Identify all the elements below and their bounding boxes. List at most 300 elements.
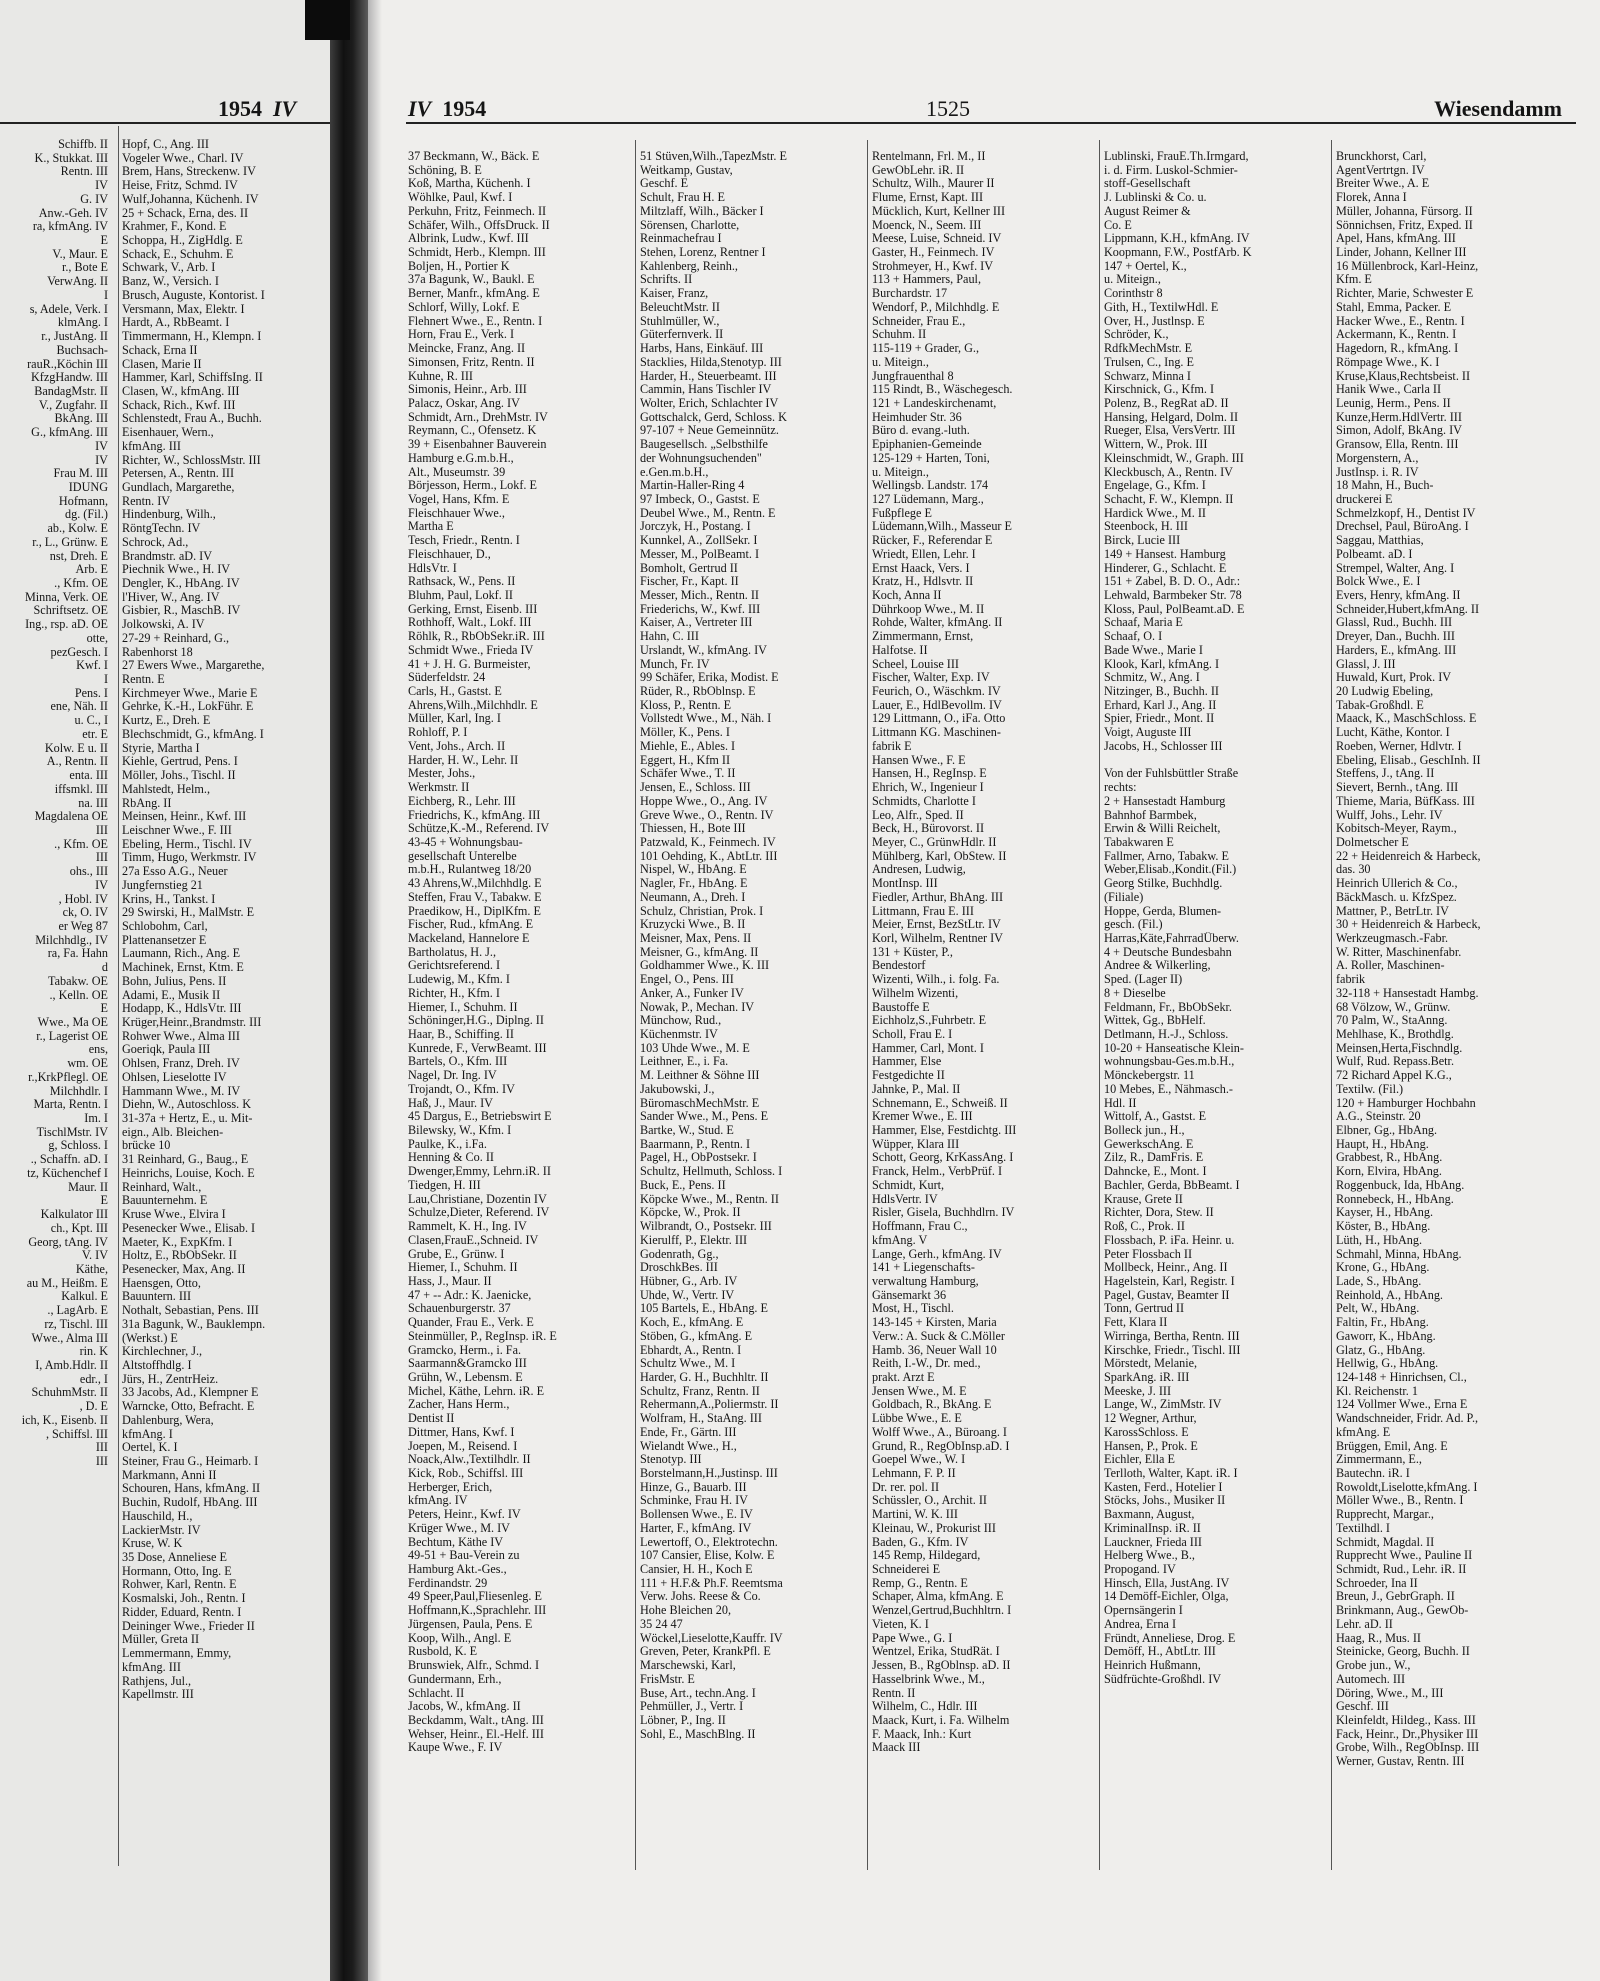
directory-entry: Mörstedt, Melanie,	[1104, 1357, 1198, 1371]
directory-entry: IDUNG	[68, 479, 108, 494]
directory-entry: Krause, Grete II	[1104, 1192, 1183, 1206]
directory-entry: wohnungsbau-Ges.m.b.H.,	[1104, 1055, 1235, 1069]
directory-entry: Zimmermann, E.,	[1336, 1453, 1422, 1467]
directory-entry: Scheel, Louise III	[872, 657, 959, 671]
directory-entry: Rabenhorst 18	[122, 644, 193, 659]
directory-entry: GewerkschAng. E	[1104, 1137, 1194, 1151]
directory-entry: Stöben, G., kfmAng. E	[640, 1329, 753, 1343]
directory-entry: der Wohnungsuchenden"	[640, 451, 762, 465]
directory-entry: Carls, H., Gastst. E	[408, 685, 502, 699]
directory-entry: rz, Tischl. III	[44, 1316, 108, 1331]
directory-entry: Anw.-Geh. IV	[38, 205, 108, 220]
directory-entry: Reith, I.-W., Dr. med.,	[872, 1357, 981, 1371]
directory-entry: Breiter Wwe., A. E	[1336, 177, 1430, 191]
directory-entry: Schmidt, Magdal. II	[1336, 1535, 1435, 1549]
directory-entry: Dührkoop Wwe., M. II	[872, 602, 985, 616]
directory-entry: Hellwig, G., HbAng.	[1336, 1357, 1439, 1371]
directory-entry: 2 + Hansestadt Hamburg	[1104, 794, 1226, 808]
directory-entry: 10 Mebes, E., Nähmasch.-	[1104, 1082, 1233, 1096]
directory-entry: Schoppa, H., ZigHdlg. E	[122, 233, 243, 248]
directory-entry: Cansier, H. H., Koch E	[640, 1563, 753, 1577]
directory-entry: er Weg 87	[58, 918, 108, 933]
directory-entry: Harter, F., kfmAng. IV	[640, 1521, 752, 1535]
directory-entry: Feldmann, Fr., BbObSekr.	[1104, 1000, 1232, 1014]
directory-column-2	[640, 150, 864, 1741]
directory-entry: Kuhne, R. III	[408, 369, 473, 383]
directory-entry: Eichberg, R., Lehr. III	[408, 794, 516, 808]
directory-entry: 16 Müllenbrock, Karl-Heinz,	[1336, 259, 1479, 273]
column-divider	[1099, 140, 1100, 1870]
directory-entry: Glassl, J. III	[1336, 657, 1396, 671]
directory-entry: III	[95, 822, 108, 837]
directory-entry: kfmAng. III	[122, 438, 181, 453]
directory-entry: Kunrede, F., VerwBeamt. III	[408, 1041, 547, 1055]
directory-entry: Strempel, Walter, Ang. I	[1336, 561, 1455, 575]
directory-entry: Mönckebergstr. 11	[1104, 1069, 1195, 1083]
directory-entry: Timm, Hugo, Werkmstr. IV	[122, 850, 257, 865]
directory-entry: Bilewsky, W., Kfm. I	[408, 1124, 512, 1138]
directory-entry: 143-145 + Kirsten, Maria	[872, 1316, 997, 1330]
directory-entry: Ackermann, K., Rentn. I	[1336, 328, 1457, 342]
directory-entry: ., Kfm. OE	[54, 576, 108, 590]
directory-entry: IV	[95, 178, 108, 193]
directory-entry: Ebeling, Herm., Tischl. IV	[122, 836, 252, 851]
directory-entry: Lauckner, Frieda III	[1104, 1535, 1202, 1549]
directory-entry: Wittek, Gg., BbHelf.	[1104, 1014, 1206, 1028]
directory-entry: Andree & Wilkerling,	[1104, 959, 1211, 973]
directory-entry: Nitzinger, B., Buchh. II	[1104, 685, 1219, 699]
directory-entry: Lippmann, K.H., kfmAng. IV	[1104, 232, 1250, 246]
directory-entry: Stacklies, Hilda,Stenotyp. III	[640, 355, 782, 369]
directory-entry: Schultz, Franz, Rentn. II	[640, 1384, 760, 1398]
directory-entry: Altstoffhdlg. I	[122, 1357, 192, 1372]
directory-entry: ich, K., Eisenb. II	[21, 1412, 108, 1427]
directory-entry: Bautechn. iR. I	[1336, 1467, 1410, 1480]
directory-entry: Richter, H., Kfm. I	[408, 986, 500, 1000]
directory-entry: Harras,Käte,FahrradÜberw.	[1104, 931, 1239, 945]
directory-entry: 27 Ewers Wwe., Margarethe,	[122, 658, 265, 673]
directory-entry: Franck, Helm., VerbPrüf. I	[872, 1165, 1003, 1179]
directory-entry: Lange, Gerh., kfmAng. IV	[872, 1247, 1002, 1261]
directory-entry: Pesenecker, Max, Ang. II	[122, 1261, 246, 1276]
directory-entry: Verw.: A. Suck & C.Möller	[872, 1329, 1005, 1343]
directory-entry: Magdalena OE	[34, 809, 108, 824]
directory-entry: brücke 10	[122, 1138, 171, 1153]
directory-entry: Meyer, C., GrünwHdlr. II	[872, 835, 997, 849]
directory-entry: Bahnhof Barmbek,	[1104, 808, 1197, 822]
directory-entry: 31a Bagunk, W., Bauklempn.	[122, 1316, 266, 1331]
directory-entry: Lucht, Käthe, Kontor. I	[1336, 726, 1450, 740]
directory-entry: Strohmeyer, H., Kwf. IV	[872, 259, 994, 273]
directory-entry: Kleinau, W., Prokurist III	[872, 1521, 996, 1535]
directory-entry: Meier, Ernst, BezStLtr. IV	[872, 918, 1001, 932]
directory-entry: G. IV	[80, 191, 108, 206]
directory-entry: Schöning, B. E	[408, 163, 482, 177]
directory-entry: Thiessen, H., Bote III	[640, 822, 746, 836]
directory-entry: Steinicke, Georg, Buchh. II	[1336, 1645, 1470, 1659]
directory-entry: 31-37a + Hertz, E., u. Mit-	[122, 1111, 253, 1126]
directory-entry: Gundermann, Erh.,	[408, 1672, 502, 1686]
directory-entry: Schnemann, E., Schweiß. II	[872, 1096, 1008, 1110]
directory-entry: Textilhdl. I	[1336, 1521, 1390, 1535]
directory-entry: Wolfram, H., StaAng. III	[640, 1412, 762, 1426]
directory-entry: rechts:	[1104, 781, 1137, 795]
directory-entry: KfzgHandw. III	[30, 370, 108, 385]
directory-entry: , Hobl. IV	[58, 891, 108, 906]
directory-entry: Martin-Haller-Ring 4	[640, 479, 745, 493]
directory-entry: Adami, E., Musik II	[122, 987, 221, 1002]
directory-entry: Brunckhorst, Carl,	[1336, 150, 1427, 163]
directory-entry: Frau M. III	[53, 466, 108, 481]
directory-entry: 30 + Heidenreich & Harbeck,	[1336, 918, 1481, 932]
directory-entry: Rentn. III	[60, 164, 108, 179]
directory-entry: Verw. Johs. Reese & Co.	[640, 1590, 761, 1604]
directory-entry: Mahlstedt, Helm.,	[122, 781, 211, 796]
directory-entry: Clasen, Marie II	[122, 356, 202, 371]
directory-entry: Kiehle, Gertrud, Pens. I	[122, 754, 238, 769]
directory-entry: Deininger Wwe., Frieder II	[122, 1618, 255, 1633]
directory-entry: Jürs, H., ZentrHeiz.	[122, 1371, 219, 1386]
directory-entry: Schulz, Christian, Prok. I	[640, 904, 764, 918]
directory-entry: E	[100, 1193, 108, 1208]
directory-entry: Koch, Anna II	[872, 589, 942, 602]
directory-entry: Kirchmeyer Wwe., Marie E	[122, 685, 258, 700]
directory-entry: Goeriqk, Paula III	[122, 1042, 211, 1057]
directory-entry: Morgenstern, A.,	[1336, 451, 1419, 465]
directory-entry: SchuhmMstr. II	[31, 1385, 108, 1400]
directory-entry: Brusch, Auguste, Kontorist. I	[122, 287, 265, 302]
directory-entry: BeleuchtMstr. II	[640, 300, 720, 314]
directory-entry: Koopmann, F.W., PostfArb. K	[1104, 246, 1252, 260]
directory-entry: Schlobohm, Carl,	[122, 918, 208, 933]
directory-entry: Milchhdlr. I	[49, 1083, 108, 1098]
directory-entry: r., JustAng. II	[41, 329, 108, 344]
directory-entry: Wentzel, Erika, StudRät. I	[872, 1645, 1000, 1659]
directory-entry: Flehnert Wwe., E., Rentn. I	[408, 314, 543, 328]
directory-entry: Nagel, Dr. Ing. IV	[408, 1069, 497, 1083]
directory-entry: Kirschke, Friedr., Tischl. III	[1104, 1343, 1241, 1357]
directory-entry: Wittern, W., Prok. III	[1104, 438, 1208, 452]
directory-entry: Wellingsb. Landstr. 174	[872, 479, 989, 493]
directory-entry: Kapellmstr. III	[122, 1687, 194, 1702]
directory-entry: Harder, H., Steuerbeamt. III	[640, 369, 777, 383]
directory-entry: Wittolf, A., Gastst. E	[1104, 1110, 1207, 1124]
directory-entry: Harder, H. W., Lehr. II	[408, 753, 519, 767]
directory-entry: r.,KrkPflegl. OE	[28, 1069, 108, 1084]
directory-entry: Praedikow, H., DiplKfm. E	[408, 904, 541, 918]
directory-entry: Miltzlaff, Wilh., Bäcker I	[640, 204, 764, 218]
directory-entry: nst, Dreh. E	[49, 548, 108, 563]
directory-entry: Ronnebeck, H., HbAng.	[1336, 1192, 1454, 1206]
directory-entry: Hoffmann,K.,Sprachlehr. III	[408, 1604, 547, 1618]
directory-entry: Hoppe Wwe., O., Ang. IV	[640, 794, 768, 808]
directory-entry: Buse, Art., techn.Ang. I	[640, 1686, 756, 1700]
directory-entry: Brinkmann, Aug., GewOb-	[1336, 1604, 1469, 1618]
directory-entry: Tiedgen, H. III	[408, 1178, 481, 1192]
directory-entry: IV	[95, 877, 108, 892]
directory-entry: Schöninger,H.G., Diplng. II	[408, 1014, 544, 1028]
directory-entry: Trulsen, C., Ing. E	[1104, 355, 1194, 369]
directory-entry: Evers, Henry, kfmAng. II	[1336, 589, 1461, 602]
directory-entry: Möller, Johs., Tischl. II	[122, 768, 236, 783]
directory-entry: 27a Esso A.G., Neuer	[122, 864, 228, 879]
directory-entry: Dr. rer. pol. II	[872, 1480, 940, 1494]
directory-entry: Thieme, Maria, BüfKass. III	[1336, 794, 1475, 808]
directory-entry: Schultz, Hellmuth, Schloss. I	[640, 1165, 783, 1179]
directory-entry: 43-45 + Wohnungsbau-	[408, 835, 523, 849]
directory-entry: Mester, Johs.,	[408, 767, 476, 781]
directory-entry: 43 Ahrens,W.,Milchhdlg. E	[408, 877, 542, 891]
directory-entry: Schröder, K.,	[1104, 328, 1169, 342]
directory-entry: Martini, W. K. III	[872, 1508, 958, 1522]
directory-entry: Mackeland, Hannelore E	[408, 931, 530, 945]
directory-entry: Pens. I	[74, 685, 108, 700]
directory-entry: Döring, Wwe., M., III	[1336, 1686, 1444, 1700]
directory-entry: Flume, Ernst, Kapt. III	[872, 191, 984, 205]
directory-entry: rin. K	[79, 1344, 108, 1359]
directory-entry: Gith, H., TextilwHdl. E	[1104, 300, 1219, 314]
directory-entry: 103 Uhde Wwe., M. E	[640, 1041, 750, 1055]
directory-entry: Florek, Anna I	[1336, 191, 1407, 205]
directory-entry: Leunig, Herm., Pens. II	[1336, 396, 1451, 410]
directory-entry: 18 Mahn, H., Buch-	[1336, 479, 1434, 493]
directory-entry: Kick, Rob., Schiffsl. III	[408, 1467, 524, 1480]
directory-entry: Ohlsen, Lieselotte IV	[122, 1069, 227, 1084]
directory-entry: Harbs, Hans, Einkäuf. III	[640, 342, 764, 356]
directory-entry: Schüssler, O., Archit. II	[872, 1494, 987, 1508]
directory-entry: Deubel Wwe., M., Rentn. E	[640, 506, 776, 520]
directory-entry: KriminalInsp. iR. II	[1104, 1521, 1201, 1535]
directory-entry: Hamburg e.G.m.b.H.,	[408, 451, 514, 465]
directory-entry: Bomholt, Gertrud II	[640, 561, 738, 575]
directory-entry: Ing., rsp. aD. OE	[25, 617, 108, 632]
directory-entry: Kremer Wwe., E. III	[872, 1110, 973, 1124]
directory-entry: J. Lublinski & Co. u.	[1104, 191, 1207, 205]
directory-entry: ck, O. IV	[62, 905, 108, 920]
directory-entry: i. d. Firm. Luskol-Schmier-	[1104, 163, 1238, 177]
directory-entry: 49 Speer,Paul,Fliesenleg. E	[408, 1590, 542, 1604]
directory-entry: Hiemer, I., Schuhm. II	[408, 1000, 518, 1014]
directory-entry: Dengler, K., HbAng. IV	[122, 576, 240, 590]
directory-entry: Pelt, W., HbAng.	[1336, 1302, 1420, 1316]
directory-entry: Weitkamp, Gustav,	[640, 163, 733, 177]
left-header-rule	[0, 122, 330, 124]
directory-entry: 12 Wegner, Arthur,	[1104, 1412, 1197, 1426]
directory-entry: Erhard, Karl J., Ang. II	[1104, 698, 1217, 712]
directory-entry: Dolmetscher E	[1336, 835, 1409, 849]
directory-entry: Voigt, Auguste III	[1104, 726, 1192, 740]
directory-entry: Fiedler, Arthur, BhAng. III	[872, 890, 1004, 904]
left-page	[0, 0, 330, 1981]
directory-entry: Ebhardt, A., Rentn. I	[640, 1343, 742, 1357]
directory-entry: Köster, B., HbAng.	[1336, 1220, 1431, 1234]
directory-entry: Engel, O., Pens. III	[640, 973, 734, 987]
directory-entry: Kleinfeldt, Hildeg., Kass. III	[1336, 1713, 1476, 1727]
directory-entry: Boljen, H., Portier K	[408, 259, 510, 273]
directory-entry: Grube, E., Grünw. I	[408, 1247, 505, 1261]
directory-entry: Wüpper, Klara III	[872, 1137, 960, 1151]
directory-entry: Hammer, Carl, Mont. I	[872, 1041, 984, 1055]
directory-entry: m.b.H., Rulantweg 18/20	[408, 863, 532, 877]
directory-entry: Dreyer, Dan., Buchh. III	[1336, 630, 1455, 644]
directory-entry: Nowak, P., Mechan. IV	[640, 1000, 755, 1014]
directory-entry: Rothhoff, Walt., Lokf. III	[408, 616, 532, 630]
directory-entry: g, Schloss. I	[48, 1138, 108, 1153]
directory-entry: Jungfernstieg 21	[122, 877, 203, 892]
directory-entry: druckerei E	[1336, 492, 1393, 506]
directory-entry: Schlacht. II	[408, 1686, 465, 1700]
directory-entry: BkAng. III	[54, 411, 108, 426]
directory-entry: Müller, Karl, Ing. I	[408, 712, 501, 726]
directory-entry: Demöff, H., AbtLtr. III	[1104, 1645, 1216, 1659]
left-year: 1954	[218, 96, 262, 121]
directory-entry: 127 Lüdemann, Marg.,	[872, 492, 984, 506]
directory-entry: Jensen Wwe., M. E	[872, 1384, 967, 1398]
directory-entry: Versmann, Max, Elektr. I	[122, 301, 245, 316]
page-number: 1525	[926, 96, 970, 121]
directory-column-3	[872, 150, 1096, 1755]
directory-entry: Grobe jun., W.,	[1336, 1659, 1411, 1673]
directory-entry: rauR.,Köchin III	[27, 356, 108, 371]
directory-entry: e.Gen.m.b.H.,	[640, 465, 709, 479]
directory-entry: BüromaschMechMstr. E	[640, 1096, 760, 1110]
directory-entry: Hammann Wwe., M. IV	[122, 1083, 241, 1098]
directory-entry: Köpcke, W., Prok. II	[640, 1206, 741, 1220]
directory-entry: 141 + Liegenschafts-	[872, 1261, 975, 1275]
directory-entry: Rohloff, P. I	[408, 726, 468, 740]
directory-entry: Georg Stilke, Buchhdlg.	[1104, 877, 1223, 891]
directory-entry: Jungfrauenthal 8	[872, 369, 954, 383]
directory-entry: Steffens, J., tAng. II	[1336, 767, 1435, 781]
directory-entry: Krins, H., Tankst. I	[122, 891, 216, 906]
directory-entry: Geschf. E	[640, 177, 689, 191]
right-page	[368, 0, 1600, 1981]
directory-entry: Hammer, Else, Festdichtg. III	[872, 1124, 1017, 1138]
directory-entry: Gänsemarkt 36	[872, 1288, 947, 1302]
directory-entry: Messer, M., PolBeamt. I	[640, 547, 760, 561]
directory-entry: III	[95, 850, 108, 865]
directory-entry: Hansen, P., Prok. E	[1104, 1439, 1198, 1453]
directory-entry: wm. OE	[67, 1056, 108, 1071]
directory-entry: Harders, E., kfmAng. III	[1336, 643, 1457, 657]
directory-entry: Detlmann, H.-J., Schloss.	[1104, 1028, 1229, 1041]
directory-entry: Huwald, Kurt, Prok. IV	[1336, 671, 1452, 685]
directory-entry: Schütze,K.-M., Referend. IV	[408, 822, 550, 836]
directory-entry: fabrik E	[872, 739, 912, 753]
directory-entry: ab., Kolw. E	[47, 521, 108, 536]
directory-column-4	[1104, 150, 1328, 1687]
directory-entry: 39 + Eisenbahner Bauverein	[408, 438, 547, 452]
directory-entry: 151 + Zabel, B. D. O., Adr.:	[1104, 575, 1241, 589]
directory-entry: I	[103, 287, 108, 302]
directory-entry: Krone, G., HbAng.	[1336, 1261, 1430, 1275]
directory-entry: Gransow, Ella, Rentn. III	[1336, 438, 1459, 452]
directory-entry: Bartels, O., Kfm. III	[408, 1055, 508, 1069]
directory-entry: Rentn. IV	[122, 493, 171, 508]
directory-entry: edr., I	[79, 1371, 108, 1386]
directory-entry: Kaupe Wwe., F. IV	[408, 1741, 503, 1755]
directory-entry: (Werkst.) E	[122, 1330, 178, 1345]
directory-entry: Lehwald, Barmbeker Str. 78	[1104, 589, 1242, 602]
directory-entry: JustInsp. i. R. IV	[1336, 465, 1419, 479]
directory-entry: Reinhold, A., HbAng.	[1336, 1288, 1443, 1302]
directory-entry: Rathsack, W., Pens. II	[408, 575, 516, 589]
directory-entry: HdlsVtr. I	[408, 561, 457, 575]
directory-entry: Schack, E., Schuhm. E	[122, 246, 234, 261]
directory-entry: Haensgen, Otto,	[122, 1275, 201, 1290]
directory-entry: Bluhm, Paul, Lokf. II	[408, 589, 513, 602]
directory-entry: Richter, W., SchlossMstr. III	[122, 452, 261, 467]
directory-entry: verwaltung Hamburg,	[872, 1274, 979, 1288]
directory-entry: ., Kelln. OE	[49, 987, 108, 1002]
directory-entry: Fischer, Walter, Exp. IV	[872, 671, 990, 685]
directory-entry: Dittmer, Hans, Kwf. I	[408, 1425, 515, 1439]
directory-entry: Hdl. II	[1104, 1096, 1137, 1110]
directory-entry: Schulze,Dieter, Referend. IV	[408, 1206, 550, 1220]
directory-entry: Mattner, P., BetrLtr. IV	[1336, 904, 1449, 918]
directory-entry: Borstelmann,H.,Justinsp. III	[640, 1467, 778, 1480]
directory-entry: Kierulff, P., Elektr. III	[640, 1233, 748, 1247]
directory-entry: Hoffmann, Frau C.,	[872, 1220, 968, 1234]
directory-entry: Rohwer Wwe., Alma III	[122, 1028, 240, 1043]
directory-entry: Möller Wwe., B., Rentn. I	[1336, 1494, 1464, 1508]
directory-entry: Haag, R., Mus. II	[1336, 1631, 1421, 1645]
directory-entry: Ahrens,Wilh.,Milchhdlr. E	[408, 698, 538, 712]
directory-entry: 111 + H.F.& Ph.F. Reemtsma	[640, 1576, 783, 1590]
directory-entry: SparkAng. iR. III	[1104, 1370, 1190, 1384]
directory-entry: Rammelt, K. H., Ing. IV	[408, 1220, 527, 1234]
directory-entry: Wulff, Johs., Lehr. IV	[1336, 808, 1443, 822]
directory-entry: Ehrich, W., Ingenieur I	[872, 781, 984, 795]
directory-entry: Engelage, G., Kfm. I	[1104, 479, 1206, 493]
directory-entry: Opernsängerin I	[1104, 1604, 1183, 1618]
directory-entry: Maack, K., MaschSchloss. E	[1336, 712, 1477, 726]
directory-entry: G., kfmAng. III	[31, 425, 108, 440]
directory-entry: Godenrath, Gg.,	[640, 1247, 719, 1261]
directory-entry: Tabakw. OE	[48, 973, 108, 988]
directory-entry: Steenbock, H. III	[1104, 520, 1188, 534]
directory-entry: Schiffb. II	[58, 137, 108, 151]
book-gutter	[330, 0, 368, 1981]
directory-entry: 29 Swirski, H., MalMstr. E	[122, 905, 255, 920]
directory-entry: Schaper, Alma, kfmAng. E	[872, 1590, 1004, 1604]
directory-entry: Baden, G., Kfm. IV	[872, 1535, 969, 1549]
directory-entry: 149 + Hansest. Hamburg	[1104, 547, 1226, 561]
directory-entry: Kasten, Ferd., Hotelier I	[1104, 1480, 1223, 1494]
directory-entry: , D. E	[79, 1399, 108, 1414]
directory-entry: Börjesson, Herm., Lokf. E	[408, 479, 537, 493]
directory-entry: Rathjens, Jul.,	[122, 1673, 192, 1688]
directory-entry: A. Roller, Maschinen-	[1336, 959, 1445, 973]
gutter-shadow	[305, 0, 350, 40]
directory-entry: Greven, Peter, KrankPfl. E	[640, 1645, 771, 1659]
directory-entry: Bolleck jun., H.,	[1104, 1124, 1185, 1138]
page-edge-shadow	[368, 0, 382, 1981]
directory-entry: 4 + Deutsche Bundesbahn	[1104, 945, 1232, 959]
directory-entry: Rehermann,A.,Poliermstr. II	[640, 1398, 779, 1412]
directory-entry: Grund, R., RegObInsp.aD. I	[872, 1439, 1010, 1453]
directory-entry: 99 Schäfer, Erika, Modist. E	[640, 671, 779, 685]
directory-entry: Wizenti, Wilh., i. folg. Fa.	[872, 973, 1000, 987]
left-column-b	[122, 138, 330, 1702]
directory-entry: Wilhelm, C., Hdlr. III	[872, 1700, 978, 1714]
directory-entry: Co. E	[1104, 218, 1132, 232]
directory-entry: Schwark, V., Arb. I	[122, 260, 216, 275]
directory-entry: Müller, Johanna, Fürsorg. II	[1336, 204, 1473, 218]
directory-entry: Arb. E	[75, 562, 108, 577]
directory-entry: TischlMstr. IV	[36, 1124, 108, 1139]
directory-entry: Maack, Kurt, i. Fa. Wilhelm	[872, 1713, 1010, 1727]
